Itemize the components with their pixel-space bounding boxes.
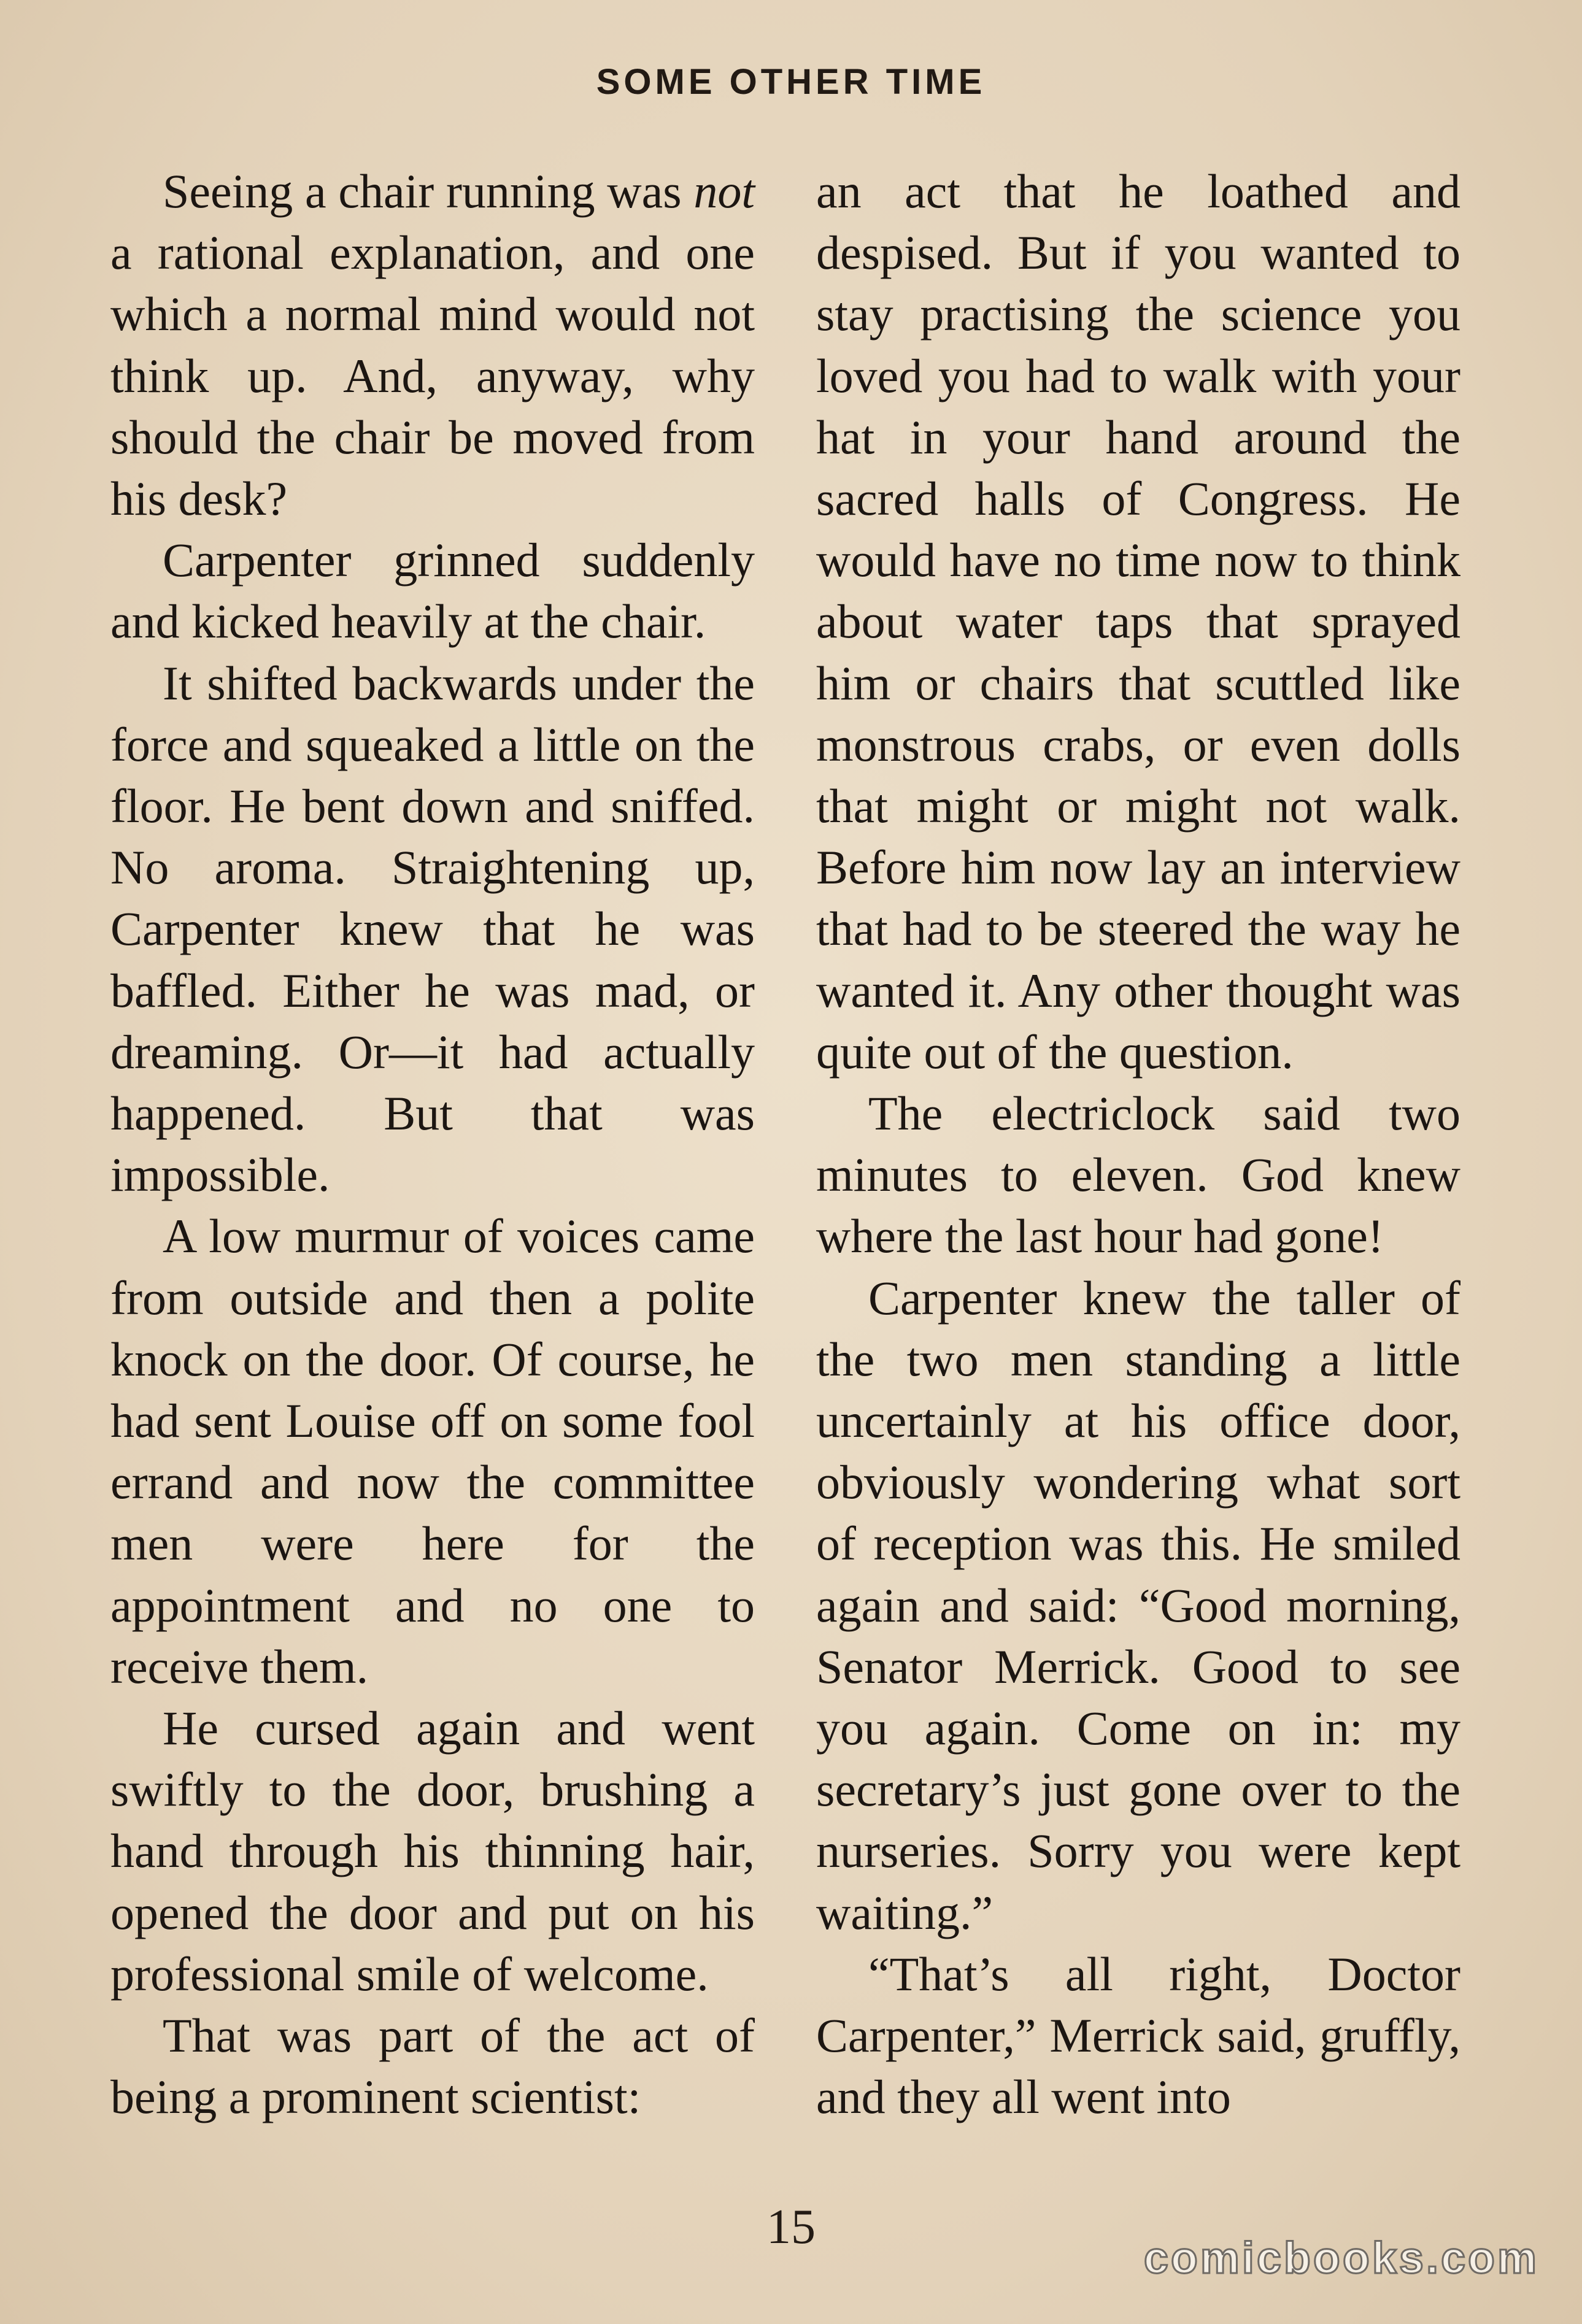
paragraph: Carpenter knew the taller of the two men standing a little uncertainly at his office door, obviously wondering what sort of reception was this. He smiled again and said: “Good morning, Senator Merrick. Good to see you again. Come on in: my secretary’s just gone over to the nurseries. Sorry you were kept waiting.” [816,1271,1460,1939]
emphasis-text: not [693,164,755,218]
page-number: 15 [766,2200,816,2254]
paragraph [110,161,755,529]
paragraph: The electriclock said two minutes to eleven. God knew where the last hour had gone! [816,1087,1460,1263]
paragraph: He cursed again and went swiftly to the door, brushing a hand through his thinning hair, opened the door and put on his professional smile of welcome. [110,1701,755,2001]
paragraph-text: a rational explanation, and one which a normal mind would not think up. And, anyway, why should the chair be moved from his desk? [110,226,755,526]
paragraph: “That’s all right, Doctor Carpenter,” Merrick said, gruffly, and they all went into [816,1947,1460,2124]
paragraph: Carpenter grinned suddenly and kicked heavily at the chair. [110,533,755,648]
left-column [110,161,755,2128]
paragraph: It shifted backwards under the force and squeaked a little on the floor. He bent down and sniffed. No aroma. Straightening up, Carpenter knew that he was baffled. Either he was mad, or dreaming. Or—it had actually happened. But that was impossible. [110,656,755,1202]
paragraph: That was part of the act of being a prominent scientist: [110,2009,755,2124]
paragraph-text: Seeing a chair running was [163,164,694,218]
paragraph: an act that he loathed and despised. But if you wanted to stay practising the science you loved you had to walk with your hat in your hand around the sacred halls of Congress. He would have no time now to think about water taps that sprayed him or chairs that scuttled like monstrous crabs, or even dolls that might or might not walk. Before him now lay an interview that had to be steered the way he wanted it. Any other thought was quite out of the question. [816,164,1460,1079]
running-head: SOME OTHER TIME [596,62,986,102]
right-column [816,161,1460,2128]
watermark: comicbooks.com [1143,2234,1539,2283]
paragraph: A low murmur of voices came from outside and then a polite knock on the door. Of course, he had sent Louise off on some fool errand and now the committee men were here for the appointment and no one to receive them. [110,1209,755,1693]
